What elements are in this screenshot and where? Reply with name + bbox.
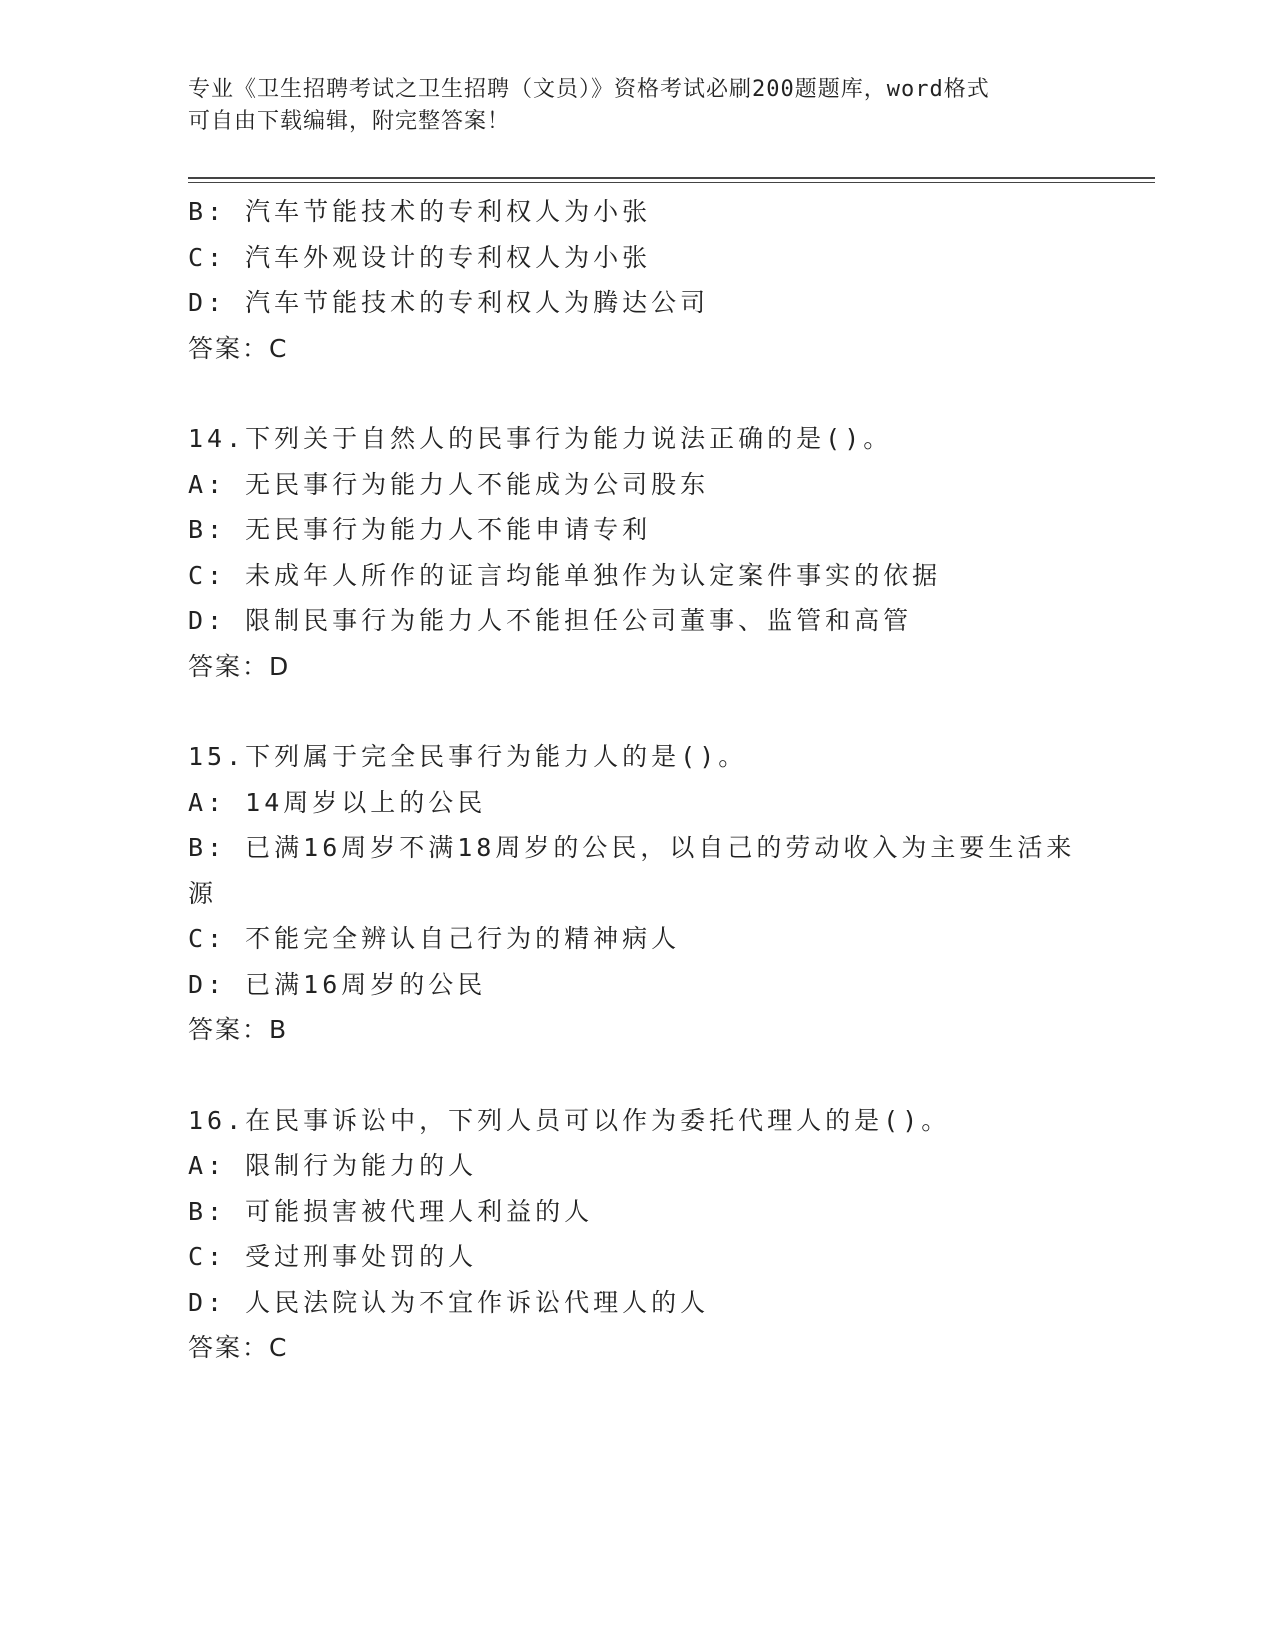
document-header — [188, 74, 1088, 138]
option-b: B: 汽车节能技术的专利权人为小张 — [188, 197, 652, 226]
option-d: D: 汽车节能技术的专利权人为腾达公司 — [188, 288, 710, 317]
option-a: A: 14周岁以上的公民 — [188, 787, 487, 817]
option-b-line-2: 源 — [188, 878, 218, 908]
question-list — [188, 189, 1108, 1371]
question-16 — [188, 1098, 1108, 1371]
option-c: C: 汽车外观设计的专利权人为小张 — [188, 242, 652, 272]
option-d: D: 限制民事行为能力人不能担任公司董事、监管和高管 — [188, 606, 913, 635]
option-d: D: 已满16周岁的公民 — [188, 969, 487, 999]
option-c: C: 受过刑事处罚的人 — [188, 1242, 478, 1271]
header-divider-thick — [188, 177, 1155, 179]
option-b-line-1: B: 已满16周岁不满18周岁的公民，以自己的劳动收入为主要生活来 — [188, 833, 1076, 862]
option-b: B: 可能损害被代理人利益的人 — [188, 1196, 594, 1226]
option-a: A: 限制行为能力的人 — [188, 1151, 478, 1180]
question-14 — [188, 416, 1108, 689]
header-line-2: 可自由下载编辑，附完整答案！ — [188, 109, 511, 134]
header-divider-thin — [188, 182, 1155, 183]
answer: 答案：B — [188, 1015, 289, 1044]
question-15 — [188, 734, 1108, 1053]
question-stem: 15.下列属于完全民事行为能力人的是()。 — [188, 742, 748, 771]
option-c: C: 未成年人所作的证言均能单独作为认定案件事实的依据 — [188, 560, 942, 590]
question-stem: 16.在民事诉讼中，下列人员可以作为委托代理人的是()。 — [188, 1105, 951, 1135]
answer: 答案：C — [188, 333, 289, 363]
option-a: A: 无民事行为能力人不能成为公司股东 — [188, 469, 710, 499]
option-d: D: 人民法院认为不宜作诉讼代理人的人 — [188, 1287, 710, 1317]
answer: 答案：C — [188, 1333, 289, 1362]
question-13-continued — [188, 189, 1108, 371]
option-c: C: 不能完全辨认自己行为的精神病人 — [188, 924, 681, 953]
option-b: B: 无民事行为能力人不能申请专利 — [188, 515, 652, 544]
question-stem: 14.下列关于自然人的民事行为能力说法正确的是()。 — [188, 424, 893, 453]
answer: 答案：D — [188, 651, 291, 681]
header-line-1: 专业《卫生招聘考试之卫生招聘（文员）》资格考试必刷200题题库，word格式 — [188, 77, 990, 102]
